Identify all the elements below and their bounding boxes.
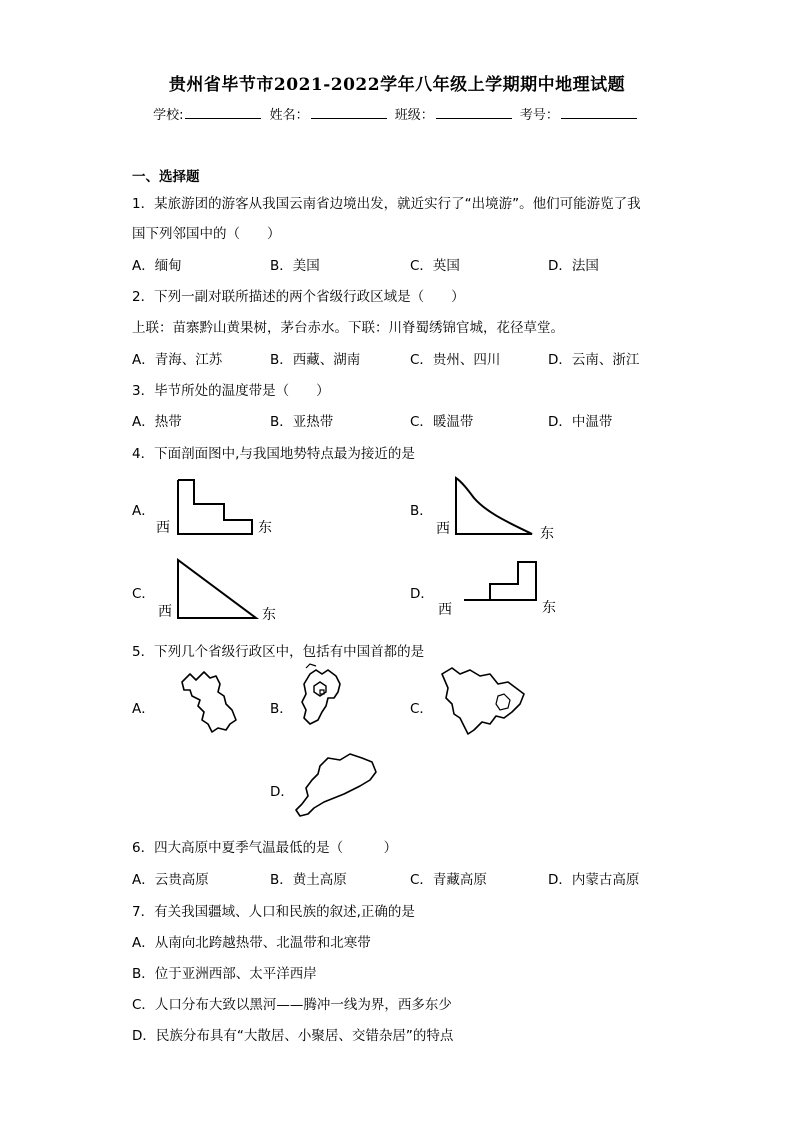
q7-option-b[interactable]: B．位于亚洲西部、太平洋西岸 (132, 966, 317, 982)
profile-b-concave-icon (432, 472, 562, 542)
q3-option-b[interactable]: B．亚热带 (270, 414, 334, 430)
q3-option-c[interactable]: C．暖温带 (410, 414, 474, 430)
profile-d-stepup-icon (434, 558, 564, 620)
exam-no-blank[interactable] (561, 106, 637, 119)
q3-text: 3．毕节所处的温度带是（ ） (132, 383, 330, 399)
west-label: 西 (158, 604, 172, 620)
q2-option-a[interactable]: A．青海、江苏 (132, 352, 223, 368)
map-c-sichuan-outline-icon (438, 664, 532, 740)
student-info-line (0, 104, 794, 123)
q5-text: 5．下列几个省级行政区中，包括有中国首都的是 (132, 644, 425, 660)
q4-option-d[interactable]: D． (410, 586, 434, 602)
q2-text-line1: 2．下列一副对联所描述的两个省级行政区域是（ ） (132, 289, 465, 305)
west-label: 西 (438, 602, 452, 618)
q6-option-b[interactable]: B．黄土高原 (270, 872, 347, 888)
name-blank[interactable] (311, 106, 387, 119)
q4-text: 4．下面剖面图中,与我国地势特点最为接近的是 (132, 446, 415, 462)
q1-option-b[interactable]: B．美国 (270, 258, 320, 274)
q7-option-c[interactable]: C．人口分布大致以黑河——腾冲一线为界，西多东少 (132, 997, 452, 1013)
q6-text: 6．四大高原中夏季气温最低的是（ ） (132, 840, 398, 856)
west-label: 西 (436, 521, 450, 537)
q4-option-b[interactable]: B． (410, 503, 433, 519)
q1-option-c[interactable]: C．英国 (410, 258, 460, 274)
section-heading: 一、选择题 (132, 169, 200, 185)
east-label: 东 (540, 526, 554, 542)
q5-option-c[interactable]: C． (410, 701, 433, 717)
q2-text-line2: 上联：苗寨黔山黄果树，茅台赤水。下联：川脊蜀绣锦官城，花径草堂。 (132, 320, 564, 336)
q2-option-d[interactable]: D．云南、浙江 (548, 352, 640, 368)
map-a-jiangsu-outline-icon (174, 668, 254, 740)
q6-option-d[interactable]: D．内蒙古高原 (548, 872, 640, 888)
q7-option-a[interactable]: A．从南向北跨越热带、北温带和北寒带 (132, 935, 371, 951)
map-b-hebei-beijing-outline-icon (296, 662, 356, 732)
q3-option-a[interactable]: A．热带 (132, 414, 182, 430)
profile-a-stepdown-icon (150, 476, 280, 540)
q1-text-line2: 国下列邻国中的（ ） (132, 226, 281, 242)
q1-option-a[interactable]: A．缅甸 (132, 258, 182, 274)
q4-option-a[interactable]: A． (132, 503, 155, 519)
name-label: 姓名： (269, 108, 309, 123)
school-blank[interactable] (185, 106, 261, 119)
profile-c-slope-icon (156, 556, 286, 626)
q5-option-d[interactable]: D． (270, 784, 294, 800)
east-label: 东 (542, 600, 556, 616)
school-label: 学校: (153, 108, 184, 123)
q2-option-c[interactable]: C．贵州、四川 (410, 352, 501, 368)
q5-option-b[interactable]: B． (270, 701, 293, 717)
q4-option-c[interactable]: C． (132, 586, 155, 602)
q1-text-line1: 1．某旅游团的游客从我国云南省边境出发，就近实行了“出境游”。他们可能游览了我 (132, 196, 641, 212)
q6-option-a[interactable]: A．云贵高原 (132, 872, 209, 888)
q6-option-c[interactable]: C．青藏高原 (410, 872, 487, 888)
map-d-guangdong-outline-icon (290, 750, 386, 822)
q7-text: 7．有关我国疆域、人口和民族的叙述,正确的是 (132, 904, 415, 920)
q2-option-b[interactable]: B．西藏、湖南 (270, 352, 361, 368)
east-label: 东 (258, 520, 272, 536)
q1-option-d[interactable]: D．法国 (548, 258, 599, 274)
class-label: 班级： (394, 108, 434, 123)
west-label: 西 (156, 520, 170, 536)
q3-option-d[interactable]: D．中温带 (548, 414, 613, 430)
page-title: 贵州省毕节市2021-2022学年八年级上学期期中地理试题 (168, 75, 626, 95)
q5-option-a[interactable]: A． (132, 701, 155, 717)
east-label: 东 (262, 607, 276, 623)
exam-no-label: 考号： (519, 108, 559, 123)
q7-option-d[interactable]: D．民族分布具有“大散居、小聚居、交错杂居”的特点 (132, 1028, 454, 1044)
class-blank[interactable] (436, 106, 512, 119)
